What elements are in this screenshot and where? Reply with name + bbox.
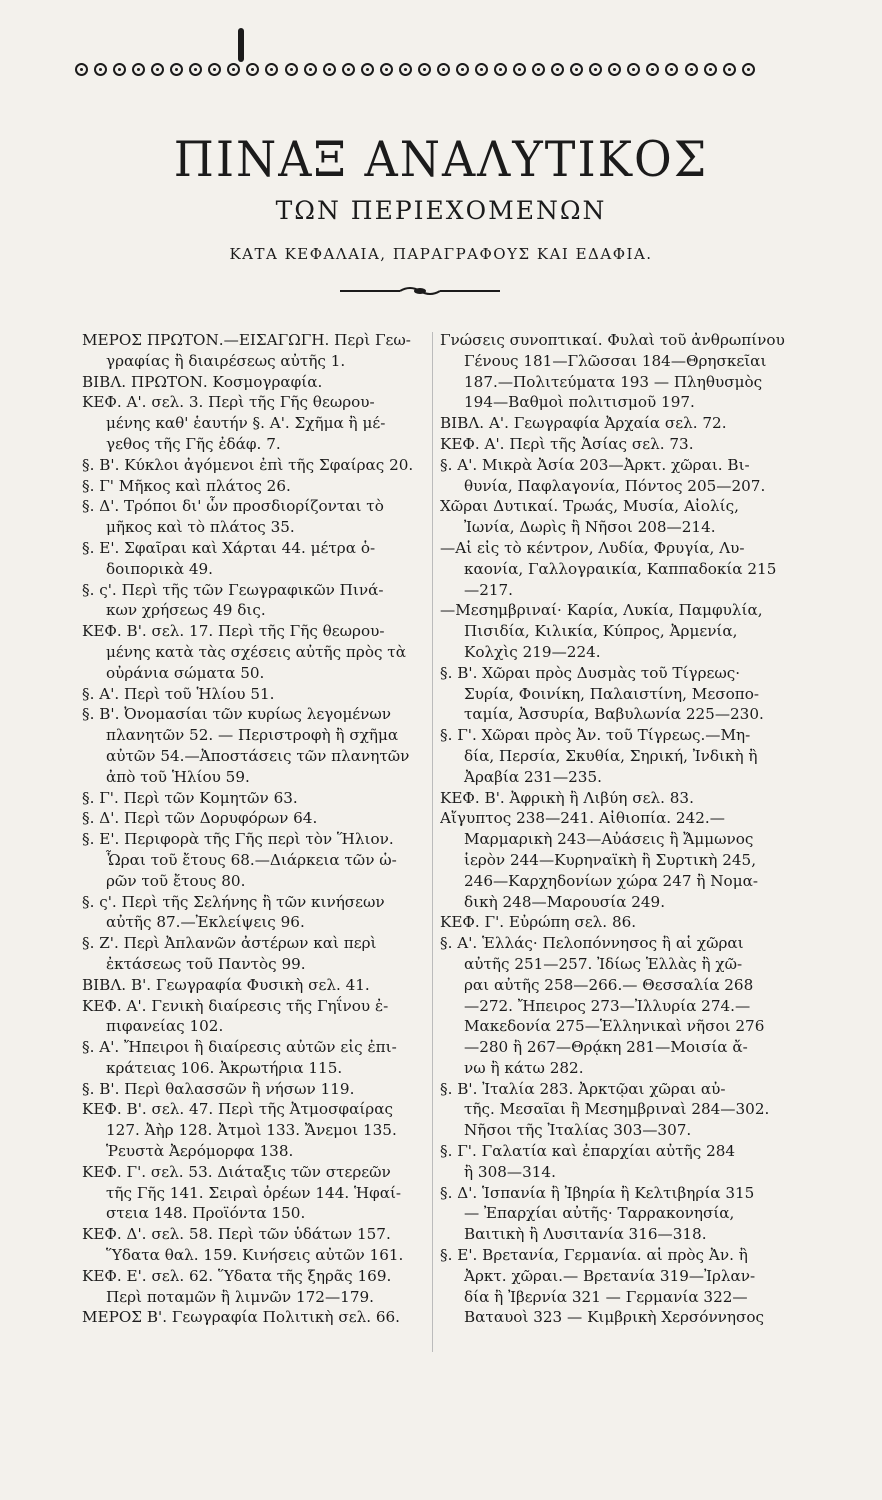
- index-entry-line: ΚΕΦ. Δ'. σελ. 58. Περὶ τῶν ὑδάτων 157.: [82, 1225, 391, 1244]
- index-entry-line: §. Ε'. Περιφορὰ τῆς Γῆς περὶ τὸν Ἥλιον.: [82, 830, 394, 849]
- index-entry-line: ΚΕΦ. Β'. σελ. 17. Περὶ τῆς Γῆς θεωρου-: [82, 622, 385, 641]
- index-entry-line: Γνώσεις συνοπτικαί. Φυλαὶ τοῦ ἀνθρωπίνου: [440, 331, 785, 349]
- index-entry-line: Νῆσοι τῆς Ἰταλίας 303—307.: [464, 1121, 692, 1140]
- index-entry-line: μῆκος καὶ τὸ πλάτος 35.: [106, 518, 295, 537]
- index-entry-line: 194—Βαθμοὶ πολιτισμοῦ 197.: [464, 393, 695, 412]
- index-entry-line: τῆς Γῆς 141. Σειραὶ ὀρέων 144. Ἡφαί-: [106, 1183, 402, 1202]
- ornament-circle: [265, 63, 278, 76]
- index-entry-line: §. Α'. Ἑλλάς· Πελοπόννησος ἢ αἱ χῶραι: [440, 934, 744, 953]
- index-entry-line: ἱερὸν 244—Κυρηναϊκὴ ἢ Συρτικὴ 245,: [464, 850, 757, 869]
- index-entry-line: §. Γ'. Χῶραι πρὸς Ἀν. τοῦ Τίγρεως.—Μη-: [440, 726, 751, 745]
- ornament-circle: [418, 63, 431, 76]
- ornament-circle: [704, 63, 717, 76]
- ornament-circle: [570, 63, 583, 76]
- ornament-circle: [513, 63, 526, 76]
- index-entry-line: ραι αὐτῆς 258—266.— Θεσσαλία 268: [464, 975, 754, 994]
- index-entry-line: §. Β'. Κύκλοι ἀγόμενοι ἐπὶ τῆς Σφαίρας 20.: [82, 455, 414, 474]
- page-title: ΠΙΝΑΞ ΑΝΑΛΥΤΙΚΟΣ: [173, 130, 709, 188]
- index-entry-line: ΚΕΦ. Ε'. σελ. 62. Ὕδατα τῆς ξηρᾶς 169.: [82, 1266, 392, 1285]
- index-entry-line: ρῶν τοῦ ἔτους 80.: [106, 871, 246, 890]
- ornament-circle: [189, 63, 202, 76]
- index-entry-line: —Αἱ εἰς τὸ κέντρον, Λυδία, Φρυγία, Λυ-: [440, 538, 745, 557]
- index-entry-line: Μακεδονία 275—Ἑλληνικαὶ νῆσοι 276: [464, 1017, 765, 1036]
- index-entry-line: §. Δ'. Ἱσπανία ἢ Ἰβηρία ἢ Κελτιβηρία 315: [440, 1183, 755, 1202]
- index-entry-line: ΚΕΦ. Α'. σελ. 3. Περὶ τῆς Γῆς θεωρου-: [82, 393, 375, 412]
- index-entry-line: Ῥευστὰ Ἀερόμορφα 138.: [106, 1142, 294, 1161]
- index-entry-line: αὐτῶν 54.—Ἀποστάσεις τῶν πλανητῶν: [106, 746, 410, 765]
- index-entry-line: στεια 148. Προϊόντα 150.: [106, 1204, 306, 1223]
- left-column: [82, 330, 427, 1328]
- ornament-circle: [437, 63, 450, 76]
- ornament-circle: [627, 63, 640, 76]
- index-entry-line: δικὴ 248—Μαρουσία 249.: [464, 892, 666, 911]
- ornament-circle: [380, 63, 393, 76]
- index-entry-line: §. Α'. Μικρὰ Ἀσία 203—Ἀρκτ. χῶραι. Βι-: [440, 455, 750, 474]
- index-entry-line: αὐτῆς 251—257. Ἰδίως Ἑλλὰς ἢ χῶ-: [464, 954, 743, 973]
- index-entry-line: Ἀραβία 231—235.: [464, 767, 602, 786]
- index-entry-line: §. Β'. Χῶραι πρὸς Δυσμὰς τοῦ Τίγρεως·: [440, 663, 741, 682]
- index-entry-line: §. Γ' Μῆκος καὶ πλάτος 26.: [82, 476, 291, 495]
- ornament-circle: [494, 63, 507, 76]
- ornament-circle: [456, 63, 469, 76]
- ornament-circle: [285, 63, 298, 76]
- index-entry-line: νω ἢ κάτω 282.: [464, 1058, 584, 1077]
- column-divider: [432, 332, 433, 1352]
- index-entry-line: ΒΙΒΛ. Α'. Γεωγραφία Ἀρχαία σελ. 72.: [440, 414, 727, 433]
- ornament-circle: [132, 63, 145, 76]
- index-entry-line: §. Δ'. Τρόποι δι' ὧν προσδιορίζονται τὸ: [82, 497, 384, 516]
- ornament-circle: [723, 63, 736, 76]
- index-entry-line: πλανητῶν 52. — Περιστροφὴ ἢ σχῆμα: [106, 726, 399, 745]
- index-entry-line: δοιπορικὰ 49.: [106, 559, 213, 578]
- ornament-circle: [170, 63, 183, 76]
- index-entry-line: δία ἢ Ἰβερνία 321 — Γερμανία 322—: [464, 1287, 748, 1306]
- ornament-circle: [75, 63, 88, 76]
- ornament-circle: [151, 63, 164, 76]
- page-subtitle: ΤΩΝ ΠΕΡΙΕΧΟΜΕΝΩΝ: [275, 196, 607, 225]
- ink-mark: [238, 28, 244, 62]
- index-entry-line: §. Β'. Ὀνομασίαι τῶν κυρίως λεγομένων: [82, 705, 392, 724]
- ornament-circle: [361, 63, 374, 76]
- index-entry-line: §. Δ'. Περὶ τῶν Δορυφόρων 64.: [82, 809, 318, 828]
- index-entry-line: —217.: [464, 580, 514, 599]
- index-entry-line: γεθος τῆς Γῆς ἐδάφ. 7.: [106, 434, 281, 453]
- ornament-circle: [323, 63, 336, 76]
- index-entry-line: Βαιτικὴ ἢ Λυσιτανία 316—318.: [464, 1225, 707, 1244]
- index-entry-line: §. Γ'. Περὶ τῶν Κομητῶν 63.: [82, 788, 298, 807]
- index-entry-line: τῆς. Μεσαῖαι ἢ Μεσημβριναὶ 284—302.: [464, 1100, 770, 1119]
- index-entry-line: 187.—Πολιτεύματα 193 — Πληθυσμὸς: [464, 372, 763, 391]
- index-entry-line: κράτειας 106. Ἀκρωτήρια 115.: [106, 1058, 343, 1077]
- index-entry-line: §. Ε'. Βρετανία, Γερμανία. αἱ πρὸς Ἀν. ἢ: [440, 1246, 748, 1265]
- index-entry-line: Βαταυοὶ 323 — Κιμβρικὴ Χερσόννησος: [464, 1308, 765, 1327]
- index-entry-line: §. Β'. Ἰταλία 283. Ἀρκτῷαι χῶραι αὐ-: [440, 1079, 726, 1098]
- ornament-circle: [665, 63, 678, 76]
- index-entry-line: §. Ε'. Σφαῖραι καὶ Χάρται 44. μέτρα ὁ-: [82, 538, 376, 557]
- index-entry-line: πιφανείας 102.: [106, 1017, 224, 1036]
- ornament-circle: [208, 63, 221, 76]
- index-entry-line: §. Α'. Περὶ τοῦ Ἡλίου 51.: [82, 684, 275, 703]
- index-entry-line: ΚΕΦ. Β'. Ἀφρικὴ ἢ Λιβύη σελ. 83.: [440, 788, 694, 807]
- ornament-circle: [551, 63, 564, 76]
- index-entry-line: Μαρμαρικὴ 243—Αὐάσεις ἢ Ἄμμωνος: [464, 830, 754, 849]
- ornament-circle: [227, 63, 240, 76]
- index-entry-line: Περὶ ποταμῶν ἢ λιμνῶν 172—179.: [106, 1287, 374, 1306]
- index-entry-line: 246—Καρχηδονίων χώρα 247 ἢ Νομα-: [464, 871, 758, 890]
- index-entry-line: μένης καθ' ἑαυτήν §. Α'. Σχῆμα ἢ μέ-: [106, 414, 386, 433]
- ornament-circle: [94, 63, 107, 76]
- index-entry-line: ἀπὸ τοῦ Ἡλίου 59.: [106, 767, 250, 786]
- index-entry-line: καονία, Γαλλογραικία, Καππαδοκία 215: [464, 559, 777, 578]
- ornament-circle: [113, 63, 126, 76]
- index-entry-line: — Ἐπαρχίαι αὐτῆς· Ταρρακονησία,: [464, 1204, 735, 1223]
- index-entry-line: §. Ζ'. Περὶ Ἀπλανῶν ἀστέρων καὶ περὶ: [82, 934, 377, 953]
- index-entry-line: Ἀρκτ. χῶραι.— Βρετανία 319—Ἰρλαν-: [464, 1266, 756, 1285]
- index-entry-line: ΚΕΦ. Β'. σελ. 47. Περὶ τῆς Ἀτμοσφαίρας: [82, 1100, 393, 1119]
- index-entry-line: ΚΕΦ. Γ'. σελ. 53. Διάταξις τῶν στερεῶν: [82, 1162, 391, 1181]
- page-subheading: ΚΑΤΑ ΚΕΦΑΛΑΙΑ, ΠΑΡΑΓΡΑΦΟΥΣ ΚΑΙ ΕΔΑΦΙΑ.: [229, 245, 653, 263]
- index-entry-line: ἢ 308—314.: [464, 1162, 556, 1181]
- right-column: [440, 330, 790, 1328]
- ornament-circle: [475, 63, 488, 76]
- index-entry-line: 127. Ἀὴρ 128. Ἀτμοὶ 133. Ἄνεμοι 135.: [106, 1121, 397, 1140]
- ornament-circle: [304, 63, 317, 76]
- index-entry-line: —Μεσημβριναί· Καρία, Λυκία, Παμφυλία,: [440, 601, 763, 620]
- index-entry-line: Ὧραι τοῦ ἔτους 68.—Διάρκεια τῶν ὡ-: [106, 850, 397, 869]
- index-entry-line: §. Α'. Ἤπειροι ἢ διαίρεσις αὐτῶν εἰς ἐπι-: [82, 1038, 397, 1057]
- ornament-circle: [646, 63, 659, 76]
- decorative-divider: [340, 283, 500, 299]
- index-entry-line: ΒΙΒΛ. ΠΡΩΤΟΝ. Κοσμογραφία.: [82, 372, 323, 391]
- index-entry-line: ἐκτάσεως τοῦ Παντὸς 99.: [106, 954, 306, 973]
- ornament-circle: [589, 63, 602, 76]
- index-entry-line: ΜΕΡΟΣ Β'. Γεωγραφία Πολιτικὴ σελ. 66.: [82, 1308, 401, 1327]
- index-entry-line: §. Β'. Περὶ θαλασσῶν ἢ νήσων 119.: [82, 1079, 355, 1098]
- index-entry-line: Ὕδατα θαλ. 159. Κινήσεις αὐτῶν 161.: [106, 1246, 404, 1265]
- index-entry-line: —280 ἢ 267—Θρᾴκη 281—Μοισία ἄ-: [464, 1038, 748, 1057]
- index-entry-line: δία, Περσία, Σκυθία, Σηρική, Ἰνδικὴ ἢ: [464, 746, 758, 765]
- index-entry-line: θυνία, Παφλαγονία, Πόντος 205—207.: [464, 476, 766, 495]
- index-entry-line: Πισιδία, Κιλικία, Κύπρος, Ἀρμενία,: [464, 622, 738, 641]
- ornament-circle: [685, 63, 698, 76]
- ornament-circle: [399, 63, 412, 76]
- index-entry-line: Αἴγυπτος 238—241. Αἰθιοπία. 242.—: [440, 809, 725, 828]
- index-entry-line: ΜΕΡΟΣ ΠΡΩΤΟΝ.—ΕΙΣΑΓΩΓΗ. Περὶ Γεω-: [82, 331, 411, 349]
- index-entry-line: Χῶραι Δυτικαί. Τρωάς, Μυσία, Αἰολίς,: [440, 497, 739, 516]
- index-entry-line: ταμία, Ἀσσυρία, Βαβυλωνία 225—230.: [464, 705, 764, 724]
- index-entry-line: οὐράνια σώματα 50.: [106, 663, 265, 682]
- ornament-circle: [608, 63, 621, 76]
- ornament-circle: [246, 63, 259, 76]
- ornament-border: [75, 58, 755, 80]
- index-entry-line: Γένους 181—Γλῶσσαι 184—Θρησκεῖαι: [464, 351, 767, 370]
- index-entry-line: §. ς'. Περὶ τῆς Σελήνης ἢ τῶν κινήσεων: [82, 892, 385, 911]
- ornament-circle: [742, 63, 755, 76]
- index-entry-line: ΚΕΦ. Α'. Γενικὴ διαίρεσις τῆς Γηΐνου ἐ-: [82, 996, 389, 1015]
- index-entry-line: γραφίας ἢ διαιρέσεως αὐτῆς 1.: [106, 351, 346, 370]
- index-entry-line: κων χρήσεως 49 δις.: [106, 601, 266, 620]
- index-entry-line: ΚΕΦ. Α'. Περὶ τῆς Ἀσίας σελ. 73.: [440, 434, 694, 453]
- index-entry-line: §. Γ'. Γαλατία καὶ ἐπαρχίαι αὐτῆς 284: [440, 1142, 736, 1161]
- index-entry-line: αὐτῆς 87.—Ἐκλείψεις 96.: [106, 913, 305, 932]
- index-entry-line: ΚΕΦ. Γ'. Εὐρώπη σελ. 86.: [440, 913, 637, 932]
- ornament-circle: [532, 63, 545, 76]
- ornament-circle: [342, 63, 355, 76]
- index-entry-line: ΒΙΒΛ. Β'. Γεωγραφία Φυσικὴ σελ. 41.: [82, 975, 370, 994]
- index-entry-line: Ἰωνία, Δωρὶς ἢ Νῆσοι 208—214.: [464, 518, 716, 537]
- index-entry-line: —272. Ἤπειρος 273—Ἰλλυρία 274.—: [464, 996, 751, 1015]
- index-entry-line: Συρία, Φοινίκη, Παλαιστίνη, Μεσοπο-: [464, 684, 759, 703]
- index-entry-line: Κολχὶς 219—224.: [464, 642, 601, 661]
- index-entry-line: §. ς'. Περὶ τῆς τῶν Γεωγραφικῶν Πινά-: [82, 580, 384, 599]
- index-entry-line: μένης κατὰ τὰς σχέσεις αὐτῆς πρὸς τὰ: [106, 642, 406, 661]
